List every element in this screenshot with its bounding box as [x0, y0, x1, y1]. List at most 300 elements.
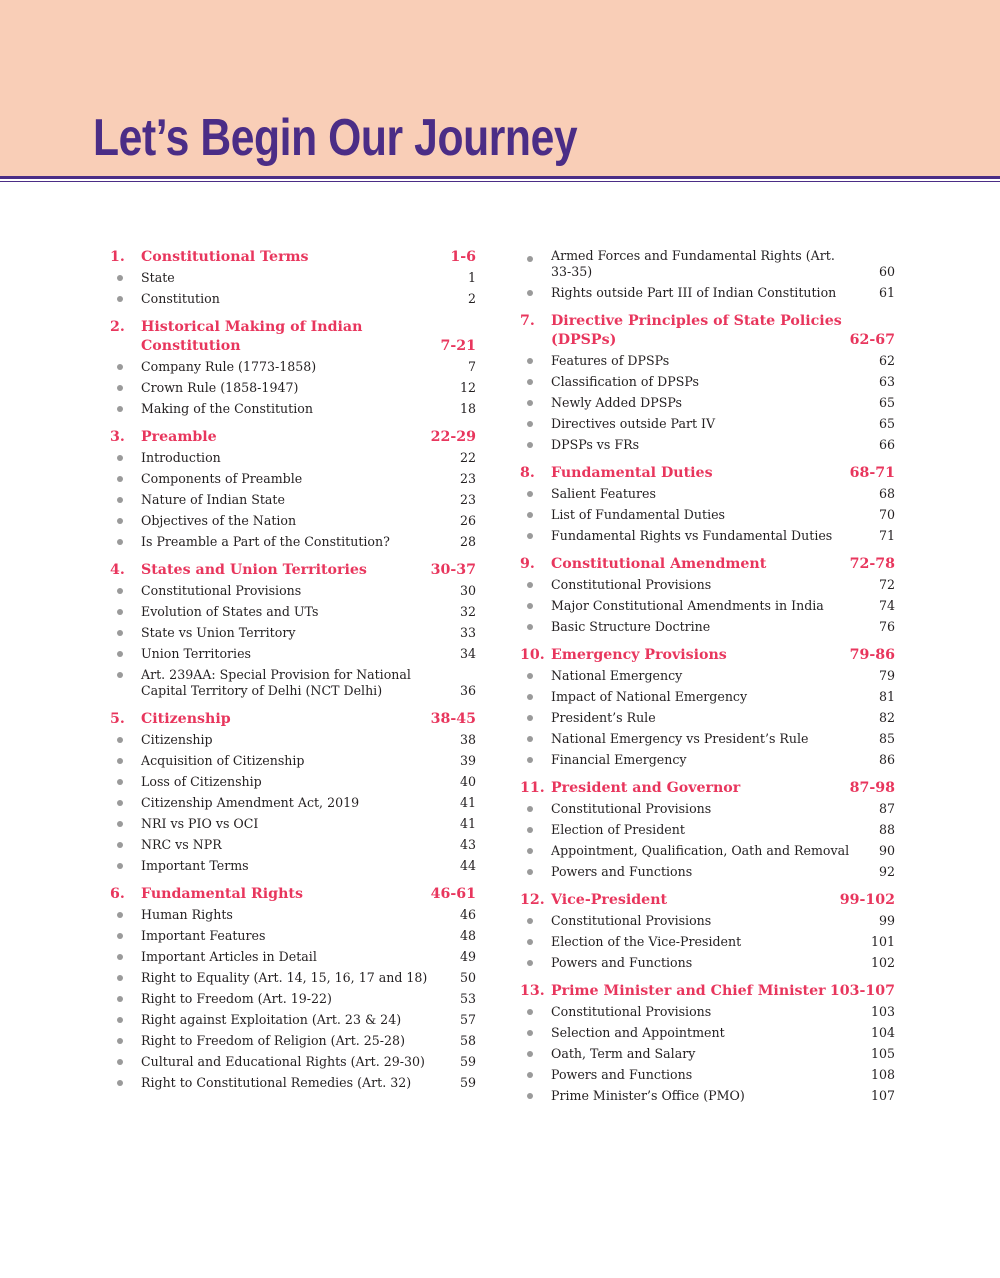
toc-entry[interactable] — [520, 595, 895, 616]
toc-entry[interactable] — [110, 750, 476, 771]
bullet-icon — [527, 1009, 533, 1015]
entry-label: Powers and Functions — [551, 1067, 693, 1082]
entry-page: 26 — [459, 513, 476, 528]
toc-entry[interactable] — [520, 574, 895, 595]
entry-page: 72 — [878, 577, 895, 592]
header-rule-thin — [0, 181, 1000, 182]
toc-entry[interactable] — [520, 371, 895, 392]
toc-entry[interactable] — [110, 398, 476, 419]
entry-page: 76 — [878, 619, 895, 634]
entry-page: 86 — [878, 752, 895, 767]
chapter-title: Citizenship — [141, 711, 231, 727]
header-rule — [0, 176, 1000, 179]
entry-page: 59 — [459, 1075, 476, 1090]
chapter-heading[interactable] — [520, 779, 895, 798]
entry-page: 105 — [870, 1046, 895, 1061]
chapter-title: States and Union Territories — [141, 562, 367, 578]
chapter-number: 10. — [520, 647, 545, 663]
toc-entry[interactable] — [110, 601, 476, 622]
entry-label: National Emergency vs President’s Rule — [551, 731, 809, 746]
bullet-icon — [527, 533, 533, 539]
toc-entry[interactable] — [110, 288, 476, 309]
chapter-heading[interactable] — [520, 312, 895, 350]
toc-entry[interactable] — [110, 356, 476, 377]
entry-page: 108 — [870, 1067, 895, 1082]
chapter-title: President and Governor — [551, 780, 741, 796]
entry-label: Right to Freedom of Religion (Art. 25-28) — [141, 1033, 405, 1048]
bullet-icon — [527, 939, 533, 945]
chapter-pages: 68-71 — [849, 465, 895, 481]
bullet-icon — [527, 491, 533, 497]
entry-label: NRC vs NPR — [141, 837, 222, 852]
entry-page: 23 — [459, 492, 476, 507]
entry-label: Citizenship Amendment Act, 2019 — [141, 795, 360, 810]
entry-label: Impact of National Emergency — [551, 689, 748, 704]
toc-entry[interactable] — [520, 931, 895, 952]
entry-page: 22 — [459, 450, 476, 465]
toc-entry[interactable] — [520, 840, 895, 861]
bullet-icon — [527, 673, 533, 679]
bullet-icon — [527, 1093, 533, 1099]
entry-label: Selection and Appointment — [551, 1025, 725, 1040]
toc-entry[interactable] — [110, 1072, 476, 1093]
entry-page: 12 — [459, 380, 476, 395]
entry-page: 99 — [878, 913, 895, 928]
entry-page: 48 — [459, 928, 476, 943]
entry-label: DPSPs vs FRs — [551, 437, 640, 452]
chapter-pages: 38-45 — [430, 711, 476, 727]
bullet-icon — [117, 800, 123, 806]
entry-label: Constitutional Provisions — [551, 913, 712, 928]
bullet-icon — [117, 385, 123, 391]
entry-label: Election of President — [551, 822, 685, 837]
entry-page: 46 — [459, 907, 476, 922]
toc-left-column — [110, 248, 476, 1093]
chapter-heading[interactable] — [520, 891, 895, 910]
toc-entry[interactable] — [520, 282, 895, 303]
entry-page: 63 — [878, 374, 895, 389]
bullet-icon — [527, 869, 533, 875]
entry-label: Cultural and Educational Rights (Art. 29-30) — [141, 1054, 425, 1069]
entry-page: 90 — [878, 843, 895, 858]
entry-label: Right to Equality (Art. 14, 15, 16, 17 and 18) — [141, 970, 428, 985]
chapter-heading[interactable] — [110, 885, 476, 904]
entry-page: 43 — [459, 837, 476, 852]
bullet-icon — [527, 960, 533, 966]
entry-page: 2 — [467, 291, 476, 306]
toc-entry[interactable] — [520, 483, 895, 504]
entry-label: Constitutional Provisions — [551, 801, 712, 816]
entry-label: Important Features — [141, 928, 266, 943]
bullet-icon — [117, 588, 123, 594]
bullet-icon — [527, 806, 533, 812]
bullet-icon — [117, 1080, 123, 1086]
entry-label: Important Terms — [141, 858, 249, 873]
entry-page: 104 — [870, 1025, 895, 1040]
bullet-icon — [527, 736, 533, 742]
entry-page: 82 — [878, 710, 895, 725]
chapter-title: Emergency Provisions — [551, 647, 727, 663]
bullet-icon — [117, 779, 123, 785]
bullet-icon — [117, 975, 123, 981]
toc-entry[interactable] — [520, 910, 895, 931]
chapter-number: 6. — [110, 886, 125, 902]
entry-page: 36 — [459, 683, 476, 698]
entry-page: 92 — [878, 864, 895, 879]
entry-label: Components of Preamble — [141, 471, 303, 486]
entry-page: 85 — [878, 731, 895, 746]
chapter-heading[interactable] — [110, 428, 476, 447]
toc-entry[interactable] — [110, 771, 476, 792]
toc-entry[interactable] — [520, 819, 895, 840]
entry-page: 41 — [459, 816, 476, 831]
chapter-number: 3. — [110, 429, 125, 445]
chapter-number: 11. — [520, 780, 545, 796]
entry-page: 71 — [878, 528, 895, 543]
entry-label: Basic Structure Doctrine — [551, 619, 711, 634]
bullet-icon — [117, 863, 123, 869]
chapter-pages: 62-67 — [849, 332, 895, 348]
entry-label: Major Constitutional Amendments in India — [551, 598, 824, 613]
entry-label: Features of DPSPs — [551, 353, 670, 368]
entry-label: State — [141, 270, 175, 285]
bullet-icon — [117, 296, 123, 302]
toc-entry[interactable] — [110, 468, 476, 489]
chapter-title: Directive Principles of State Policies (DPSPs) — [551, 313, 842, 348]
toc-entry[interactable] — [110, 946, 476, 967]
entry-label: President’s Rule — [551, 710, 656, 725]
toc-entry[interactable] — [110, 855, 476, 876]
toc-entry[interactable] — [110, 729, 476, 750]
bullet-icon — [117, 954, 123, 960]
bullet-icon — [117, 497, 123, 503]
chapter-title: Historical Making of Indian Constitution — [141, 319, 363, 354]
toc-entry[interactable] — [520, 1085, 895, 1106]
bullet-icon — [527, 582, 533, 588]
entry-page: 18 — [459, 401, 476, 416]
entry-label: Prime Minister’s Office (PMO) — [551, 1088, 745, 1103]
toc-entry[interactable] — [110, 1009, 476, 1030]
entry-page: 30 — [459, 583, 476, 598]
toc-entry[interactable] — [110, 531, 476, 552]
bullet-icon — [117, 912, 123, 918]
bullet-icon — [117, 1017, 123, 1023]
page-title: Let’s Begin Our Journey — [93, 109, 578, 167]
chapter-heading[interactable] — [110, 561, 476, 580]
entry-page: 41 — [459, 795, 476, 810]
chapter-number: 12. — [520, 892, 545, 908]
toc-entry[interactable] — [110, 447, 476, 468]
bullet-icon — [117, 821, 123, 827]
toc-entry[interactable] — [520, 1001, 895, 1022]
bullet-icon — [527, 1051, 533, 1057]
entry-page: 74 — [878, 598, 895, 613]
entry-page: 39 — [459, 753, 476, 768]
bullet-icon — [117, 758, 123, 764]
entry-label: List of Fundamental Duties — [551, 507, 726, 522]
toc-entry[interactable] — [520, 728, 895, 749]
entry-label: Company Rule (1773-1858) — [141, 359, 317, 374]
entry-label: Introduction — [141, 450, 221, 465]
toc-entry[interactable] — [520, 707, 895, 728]
entry-label: Financial Emergency — [551, 752, 687, 767]
entry-page: 28 — [459, 534, 476, 549]
bullet-icon — [527, 512, 533, 518]
toc-entry[interactable] — [520, 434, 895, 455]
toc-entry[interactable] — [520, 248, 895, 282]
chapter-heading[interactable] — [110, 710, 476, 729]
entry-page: 57 — [459, 1012, 476, 1027]
bullet-icon — [527, 1030, 533, 1036]
entry-page: 7 — [467, 359, 476, 374]
entry-label: Is Preamble a Part of the Constitution? — [141, 534, 390, 549]
bullet-icon — [117, 842, 123, 848]
entry-page: 65 — [878, 395, 895, 410]
bullet-icon — [527, 624, 533, 630]
chapter-pages: 1-6 — [450, 249, 476, 265]
entry-label: Objectives of the Nation — [141, 513, 297, 528]
chapter-pages: 72-78 — [849, 556, 895, 572]
entry-page: 61 — [878, 285, 895, 300]
entry-label: National Emergency — [551, 668, 683, 683]
chapter-heading[interactable] — [520, 646, 895, 665]
toc-entry[interactable] — [520, 525, 895, 546]
chapter-number: 1. — [110, 249, 125, 265]
entry-label: Oath, Term and Salary — [551, 1046, 696, 1061]
entry-label: Right to Freedom (Art. 19-22) — [141, 991, 332, 1006]
bullet-icon — [527, 400, 533, 406]
entry-label: Citizenship — [141, 732, 213, 747]
entry-label: Nature of Indian State — [141, 492, 285, 507]
bullet-icon — [117, 518, 123, 524]
toc-entry[interactable] — [110, 377, 476, 398]
chapter-pages: 22-29 — [430, 429, 476, 445]
chapter-pages: 7-21 — [440, 338, 476, 354]
chapter-number: 2. — [110, 319, 125, 335]
entry-label: Election of the Vice-President — [551, 934, 742, 949]
toc-entry[interactable] — [110, 1051, 476, 1072]
bullet-icon — [117, 455, 123, 461]
bullet-icon — [527, 694, 533, 700]
bullet-icon — [117, 364, 123, 370]
chapter-title: Constitutional Terms — [141, 249, 309, 265]
entry-page: 87 — [878, 801, 895, 816]
bullet-icon — [527, 379, 533, 385]
entry-label: Constitutional Provisions — [551, 1004, 712, 1019]
bullet-icon — [117, 933, 123, 939]
bullet-icon — [117, 539, 123, 545]
entry-page: 65 — [878, 416, 895, 431]
entry-label: Fundamental Rights vs Fundamental Duties — [551, 528, 833, 543]
toc-entry[interactable] — [110, 664, 476, 701]
bullet-icon — [527, 442, 533, 448]
bullet-icon — [527, 603, 533, 609]
bullet-icon — [117, 406, 123, 412]
toc-entry[interactable] — [110, 967, 476, 988]
bullet-icon — [117, 996, 123, 1002]
toc-entry[interactable] — [110, 792, 476, 813]
entry-label: Evolution of States and UTs — [141, 604, 319, 619]
toc-entry[interactable] — [520, 616, 895, 637]
chapter-title: Vice-President — [551, 892, 668, 908]
entry-page: 49 — [459, 949, 476, 964]
chapter-number: 7. — [520, 313, 535, 329]
bullet-icon — [527, 290, 533, 296]
entry-page: 53 — [459, 991, 476, 1006]
entry-page: 33 — [459, 625, 476, 640]
entry-page: 59 — [459, 1054, 476, 1069]
toc-entry[interactable] — [110, 813, 476, 834]
entry-page: 34 — [459, 646, 476, 661]
chapter-number: 4. — [110, 562, 125, 578]
entry-page: 68 — [878, 486, 895, 501]
entry-label: Right to Constitutional Remedies (Art. 32) — [141, 1075, 412, 1090]
entry-page: 66 — [878, 437, 895, 452]
toc-entry[interactable] — [520, 952, 895, 973]
chapter-pages: 79-86 — [849, 647, 895, 663]
bullet-icon — [117, 1038, 123, 1044]
toc-entry[interactable] — [520, 1043, 895, 1064]
toc-entry[interactable] — [110, 904, 476, 925]
toc-entry[interactable] — [520, 665, 895, 686]
entry-page: 44 — [459, 858, 476, 873]
entry-page: 88 — [878, 822, 895, 837]
chapter-heading[interactable] — [110, 318, 476, 356]
entry-page: 107 — [870, 1088, 895, 1103]
toc-entry[interactable] — [110, 510, 476, 531]
bullet-icon — [117, 1059, 123, 1065]
entry-label: Acquisition of Citizenship — [141, 753, 305, 768]
chapter-number: 8. — [520, 465, 535, 481]
toc-entry[interactable] — [520, 350, 895, 371]
chapter-number: 13. — [520, 983, 545, 999]
toc-entry[interactable] — [520, 861, 895, 882]
toc-entry[interactable] — [110, 489, 476, 510]
toc-entry[interactable] — [110, 834, 476, 855]
entry-page: 40 — [459, 774, 476, 789]
entry-label: Making of the Constitution — [141, 401, 313, 416]
chapter-heading[interactable] — [520, 555, 895, 574]
toc-entry[interactable] — [110, 988, 476, 1009]
bullet-icon — [117, 630, 123, 636]
toc-entry[interactable] — [520, 504, 895, 525]
toc-entry[interactable] — [520, 798, 895, 819]
entry-label: Loss of Citizenship — [141, 774, 262, 789]
chapter-title: Preamble — [141, 429, 217, 445]
entry-label: Armed Forces and Fundamental Rights (Art. 33-35) — [551, 248, 835, 279]
entry-label: Right against Exploitation (Art. 23 & 24) — [141, 1012, 402, 1027]
chapter-number: 9. — [520, 556, 535, 572]
entry-page: 32 — [459, 604, 476, 619]
toc-entry[interactable] — [110, 1030, 476, 1051]
chapter-title: Constitutional Amendment — [551, 556, 767, 572]
chapter-pages: 87-98 — [849, 780, 895, 796]
entry-label: Important Articles in Detail — [141, 949, 317, 964]
entry-page: 50 — [459, 970, 476, 985]
chapter-pages: 30-37 — [430, 562, 476, 578]
entry-page: 101 — [870, 934, 895, 949]
entry-page: 70 — [878, 507, 895, 522]
entry-label: State vs Union Territory — [141, 625, 296, 640]
entry-page: 58 — [459, 1033, 476, 1048]
toc-entry[interactable] — [110, 643, 476, 664]
entry-page: 1 — [467, 270, 476, 285]
toc-entry[interactable] — [110, 580, 476, 601]
chapter-heading[interactable] — [520, 464, 895, 483]
entry-label: Newly Added DPSPs — [551, 395, 682, 410]
entry-page: 103 — [870, 1004, 895, 1019]
entry-label: Constitution — [141, 291, 220, 306]
entry-label: Salient Features — [551, 486, 656, 501]
bullet-icon — [527, 358, 533, 364]
entry-label: Art. 239AA: Special Provision for National Capital Territory of Delhi (NCT Delhi) — [141, 667, 411, 698]
bullet-icon — [117, 651, 123, 657]
bullet-icon — [527, 848, 533, 854]
bullet-icon — [527, 918, 533, 924]
toc-entry[interactable] — [110, 622, 476, 643]
entry-page: 60 — [878, 264, 895, 279]
entry-page: 79 — [878, 668, 895, 683]
entry-page: 81 — [878, 689, 895, 704]
entry-page: 62 — [878, 353, 895, 368]
chapter-heading[interactable] — [110, 248, 476, 267]
entry-label: Directives outside Part IV — [551, 416, 716, 431]
entry-label: Powers and Functions — [551, 955, 693, 970]
chapter-title: Prime Minister and Chief Minister — [551, 983, 826, 999]
entry-label: Constitutional Provisions — [141, 583, 302, 598]
bullet-icon — [117, 275, 123, 281]
bullet-icon — [527, 256, 533, 262]
toc-entry[interactable] — [110, 267, 476, 288]
chapter-pages: 103-107 — [829, 983, 895, 999]
entry-label: Rights outside Part III of Indian Constitution — [551, 285, 837, 300]
chapter-title: Fundamental Rights — [141, 886, 303, 902]
bullet-icon — [527, 421, 533, 427]
entry-page: 102 — [870, 955, 895, 970]
chapter-pages: 99-102 — [839, 892, 895, 908]
entry-label: Human Rights — [141, 907, 233, 922]
chapter-title: Fundamental Duties — [551, 465, 713, 481]
toc-entry[interactable] — [520, 1064, 895, 1085]
bullet-icon — [117, 609, 123, 615]
toc-entry[interactable] — [520, 686, 895, 707]
toc-entry[interactable] — [520, 392, 895, 413]
bullet-icon — [527, 1072, 533, 1078]
toc-entry[interactable] — [110, 925, 476, 946]
entry-page: 23 — [459, 471, 476, 486]
chapter-heading[interactable] — [520, 982, 895, 1001]
bullet-icon — [527, 757, 533, 763]
chapter-pages: 46-61 — [430, 886, 476, 902]
toc-entry[interactable] — [520, 1022, 895, 1043]
entry-label: Constitutional Provisions — [551, 577, 712, 592]
bullet-icon — [117, 737, 123, 743]
chapter-number: 5. — [110, 711, 125, 727]
entry-label: Appointment, Qualification, Oath and Removal — [551, 843, 850, 858]
entry-page: 38 — [459, 732, 476, 747]
entry-label: Union Territories — [141, 646, 251, 661]
toc-entry[interactable] — [520, 413, 895, 434]
entry-label: Powers and Functions — [551, 864, 693, 879]
entry-label: NRI vs PIO vs OCI — [141, 816, 259, 831]
entry-label: Crown Rule (1858-1947) — [141, 380, 299, 395]
toc-entry[interactable] — [520, 749, 895, 770]
bullet-icon — [117, 672, 123, 678]
bullet-icon — [527, 827, 533, 833]
toc-right-column — [520, 248, 895, 1106]
entry-label: Classification of DPSPs — [551, 374, 699, 389]
bullet-icon — [527, 715, 533, 721]
